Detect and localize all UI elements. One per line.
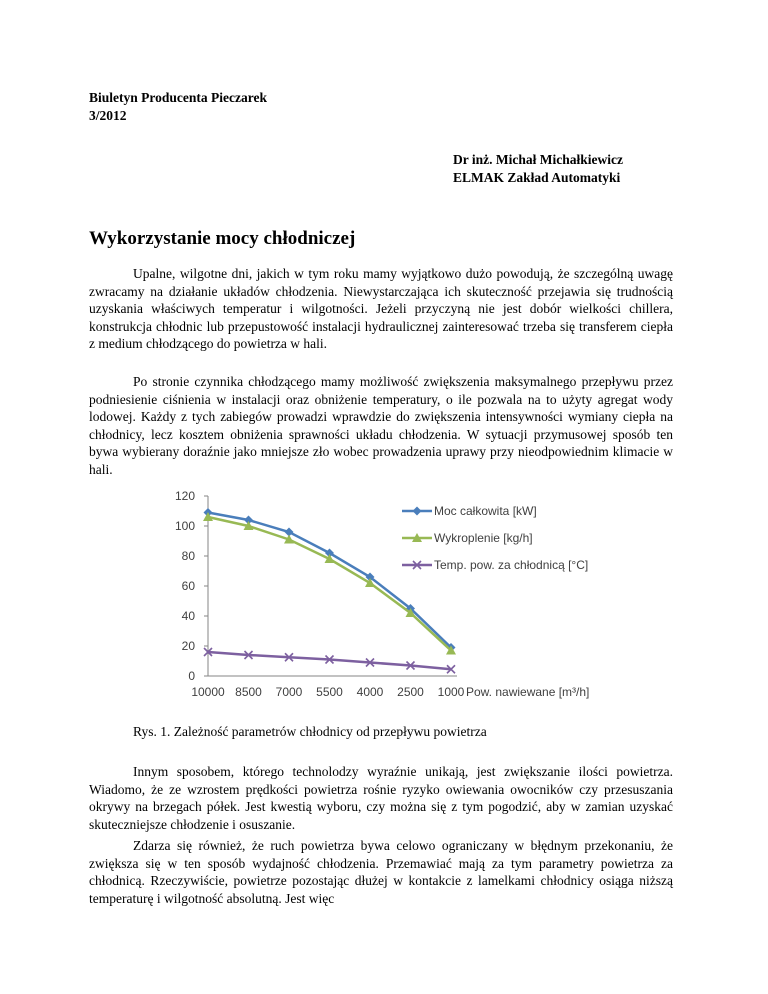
legend-marker xyxy=(413,507,422,516)
series-line-1 xyxy=(208,513,451,648)
figure-caption: Rys. 1. Zależność parametrów chłodnicy od przepływu powietrza xyxy=(133,724,487,739)
x-axis-label: Pow. nawiewane [m³/h] xyxy=(466,685,590,699)
publication-header xyxy=(89,89,267,125)
publication-name: Biuletyn Producenta Pieczarek xyxy=(89,90,267,105)
author-block xyxy=(453,151,623,186)
x-tick-label: 5500 xyxy=(316,685,343,699)
legend-label: Wykroplenie [kg/h] xyxy=(434,531,533,545)
y-tick-label: 60 xyxy=(181,579,195,593)
y-tick-label: 20 xyxy=(181,639,195,653)
paragraph-1: Upalne, wilgotne dni, jakich w tym roku mamy wyjątkowo dużo powodują, że szczególną uwagę zwracamy na działanie układów chłodzenia. Niewystarczająca ich skuteczność przejawia się trudnością uzyskania właściwych temperatur i wilgotności. Jeżeli przyczyną nie jest dobór wielkości chillera, konstrukcja chłodnic lub przepustowość instalacji hydraulicznej zainteresować trzeba się transferem ciepła z medium chłodzącego do powietrza w hali. xyxy=(89,266,673,352)
x-tick-label: 10000 xyxy=(191,685,225,699)
x-tick-label: 8500 xyxy=(235,685,262,699)
y-tick-label: 120 xyxy=(174,489,195,503)
figure-chart xyxy=(162,485,612,705)
paragraph-2: Po stronie czynnika chłodzącego mamy możliwość zwiększenia maksymalnego przepływu przez podniesienie ciśnienia w instalacji oraz obniżenie temperatury, o ile pozwala na to użyty agregat wody lodowej. Każdy z tych zabiegów prowadzi wprawdzie do zwiększenia intensywności wymiany ciepła na chłodnicy, lecz kosztem obniżenia sprawności układu chłodzenia. W sytuacji przymusowej sposób ten bywa wybierany doraźnie jako mniejsze zło wobec prowadzenia uprawy przy nieodpowiednim klimacie w hali. xyxy=(89,374,673,477)
y-tick-label: 80 xyxy=(181,549,195,563)
y-tick-label: 40 xyxy=(181,609,195,623)
x-tick-label: 1000 xyxy=(437,685,465,699)
x-tick-label: 2500 xyxy=(397,685,424,699)
paragraph-4: Zdarza się również, że ruch powietrza bywa celowo ograniczany w błędnym przekonaniu, że zwiększa się w ten sposób wydajność chłodzenia. Przemawiać mają za tym parametry powietrza za chłodnicą. Rzeczywiście, powietrze pozostając dłużej w kontakcie z lamelkami chłodnicy osiąga niższą temperaturę i wilgotność absolutną. Jest więc xyxy=(89,838,673,906)
paragraph-3: Innym sposobem, którego technolodzy wyraźnie unikają, jest zwiększanie ilości powietrza. Wiadomo, że ze wzrostem prędkości powietrza rośnie ryzyko owiewania owocników czy przesuszania okrywy na brzegach półek. Jest kwestią wyboru, czy można się z tym pogodzić, aby w zamian uzyskać skuteczniejsze chłodzenie i osuszanie. xyxy=(89,764,673,832)
x-tick-label: 7000 xyxy=(275,685,303,699)
author-name: Dr inż. Michał Michałkiewicz xyxy=(453,152,623,167)
legend-label: Moc całkowita [kW] xyxy=(434,504,537,518)
publication-issue: 3/2012 xyxy=(89,108,127,123)
article-title: Wykorzystanie mocy chłodniczej xyxy=(89,228,356,249)
x-tick-label: 4000 xyxy=(356,685,384,699)
y-tick-label: 100 xyxy=(174,519,195,533)
y-tick-label: 0 xyxy=(188,669,195,683)
line-chart xyxy=(162,485,612,705)
author-affiliation: ELMAK Zakład Automatyki xyxy=(453,169,621,185)
legend-label: Temp. pow. za chłodnicą [°C] xyxy=(434,558,589,572)
